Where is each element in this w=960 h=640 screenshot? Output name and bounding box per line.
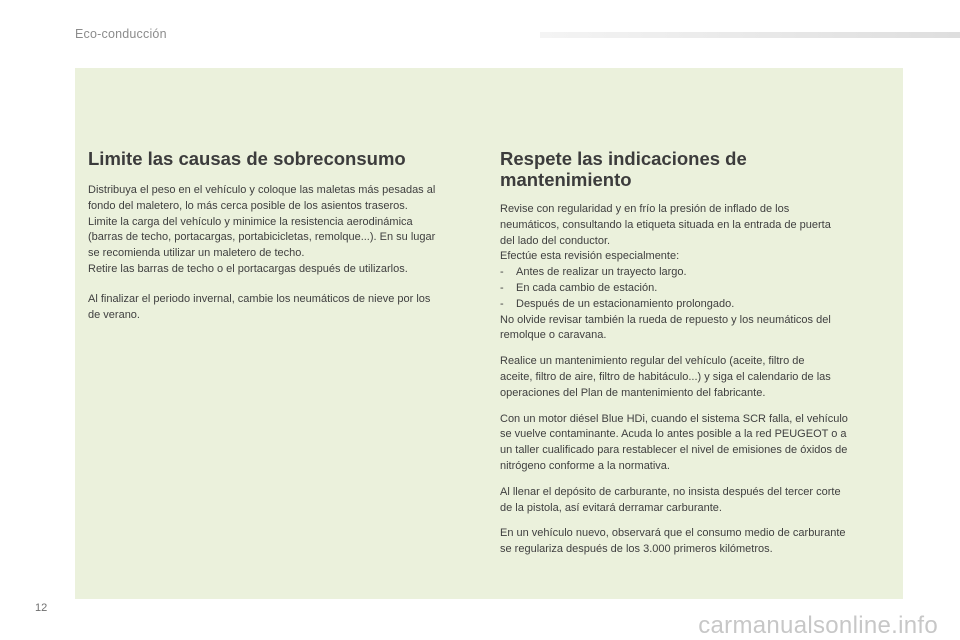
text-line: No olvide revisar también la rueda de repuesto y los neumáticos del bbox=[500, 313, 831, 326]
text-line: Limite la carga del vehículo y minimice la resistencia aerodinámica bbox=[88, 215, 413, 228]
page-header-title: Eco-conducción bbox=[75, 27, 167, 41]
text-line: En un vehículo nuevo, observará que el consumo medio de carburante bbox=[500, 527, 846, 540]
content-panel bbox=[75, 68, 903, 599]
text-line: de la pistola, así evitará derramar carburante. bbox=[500, 501, 722, 514]
text-line: Retire las barras de techo o el portacargas después de utilizarlos. bbox=[88, 262, 408, 275]
text-line: (barras de techo, portacargas, portabicicletas, remolque...). En su lugar bbox=[88, 231, 436, 244]
text-line: Al finalizar el periodo invernal, cambie los neumáticos de nieve por los bbox=[88, 292, 431, 305]
text-line: se vuelve contaminante. Acuda lo antes posible a la red PEUGEOT o a bbox=[500, 428, 847, 441]
text-line: un taller cualificado para restablecer el nivel de emisiones de óxidos de bbox=[500, 444, 848, 457]
left-paragraph-1 bbox=[88, 183, 480, 278]
header-bar bbox=[540, 32, 960, 38]
right-heading bbox=[500, 148, 896, 190]
bullet-item: - Después de un estacionamiento prolongado. bbox=[500, 297, 735, 310]
page-number: 12 bbox=[35, 602, 48, 614]
right-paragraph-1 bbox=[500, 202, 896, 344]
text-line: Distribuya el peso en el vehículo y coloque las maletas más pesadas al bbox=[88, 184, 436, 196]
bullet-text: Antes de realizar un trayecto largo. bbox=[516, 266, 687, 279]
text-line: neumáticos, consultando la etiqueta situada en la entrada de puerta bbox=[500, 218, 831, 231]
left-heading: Limite las causas de sobreconsumo bbox=[88, 148, 406, 169]
text-line: Con un motor diésel Blue HDi, cuando el sistema SCR falla, el vehículo bbox=[500, 412, 848, 425]
text-line: de verano. bbox=[88, 308, 140, 321]
heading-line: Respete las indicaciones de bbox=[500, 148, 747, 169]
text-line: remolque o caravana. bbox=[500, 329, 607, 342]
bullet-text: Después de un estacionamiento prolongado. bbox=[516, 297, 735, 310]
text-line: Revise con regularidad y en frío la presión de inflado de los bbox=[500, 203, 790, 215]
right-column bbox=[500, 148, 896, 568]
text-line: del lado del conductor. bbox=[500, 234, 611, 247]
left-paragraph-2 bbox=[88, 292, 480, 324]
text-line: Realice un mantenimiento regular del vehículo (aceite, filtro de bbox=[500, 355, 805, 368]
text-line: se recomienda utilizar un maletero de techo. bbox=[88, 247, 305, 260]
bullet-item: - En cada cambio de estación. bbox=[500, 281, 658, 294]
right-paragraph-3 bbox=[500, 412, 896, 475]
right-paragraph-5 bbox=[500, 526, 896, 558]
bullet-item: - Antes de realizar un trayecto largo. bbox=[500, 266, 687, 279]
right-paragraph-2 bbox=[500, 354, 896, 401]
text-line: fondo del maletero, lo más cerca posible de los asientos traseros. bbox=[88, 199, 408, 212]
text-line: aceite, filtro de aire, filtro de habitáculo...) y siga el calendario de las bbox=[500, 370, 831, 383]
text-line: se regulariza después de los 3.000 primeros kilómetros. bbox=[500, 543, 773, 556]
watermark: carmanualsonline.info bbox=[698, 612, 938, 639]
bullet-text: En cada cambio de estación. bbox=[516, 281, 658, 294]
left-column bbox=[88, 148, 480, 333]
text-line: Efectúe esta revisión especialmente: bbox=[500, 250, 680, 263]
heading-line: mantenimiento bbox=[500, 169, 632, 190]
text-line: Al llenar el depósito de carburante, no insista después del tercer corte bbox=[500, 485, 841, 498]
text-line: operaciones del Plan de mantenimiento del fabricante. bbox=[500, 386, 766, 399]
right-paragraph-4 bbox=[500, 485, 896, 517]
text-line: nitrógeno conforme a la normativa. bbox=[500, 459, 670, 472]
